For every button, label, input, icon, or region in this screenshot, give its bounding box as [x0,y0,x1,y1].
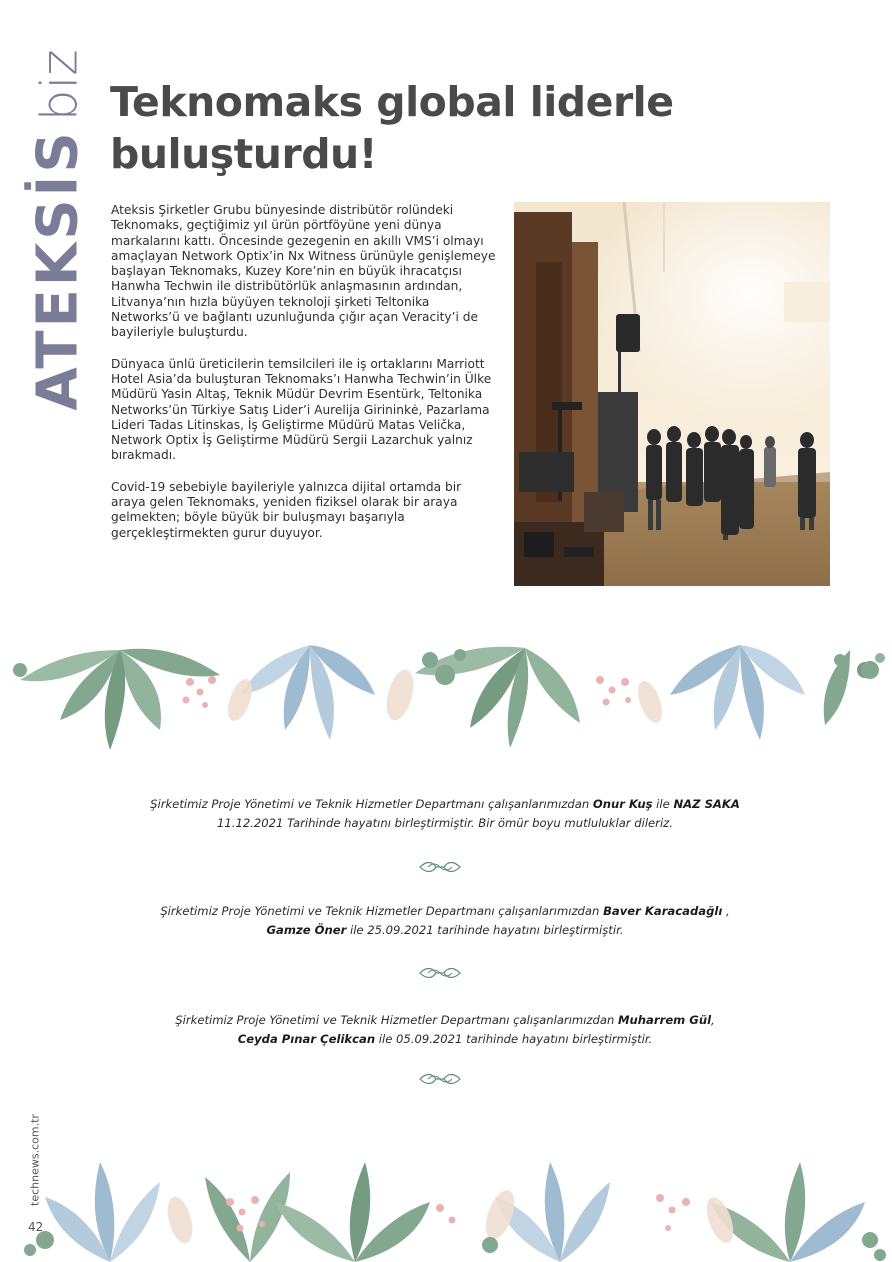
announcement-text: , [711,1013,715,1027]
announcement-text: ile 25.09.2021 tarihinde hayatını birleştirmiştir. [346,923,624,937]
article-paragraph: Ateksis Şirketler Grubu bünyesinde distribütör rolündeki Teknomaks, geçtiğimiz yıl ürün pörtföyüne yeni dünya markalarını kattı. Öncesinde gezegenin en akıllı VMS’i olmayı amaçlayan Network Optix’in Nx Witness ürünüyle genişlemeye başlayan Teknomaks, Kuzey Kore’nin en büyük ihracatçısı Hanwha Techwin ile distribütörlük anlaşmasının ardından, Litvanya’nın hızla büyüyen teknoloji şirketi Teltonika Networks’ü ve bağlantı uzunluğunda çığır açan Veracity’i de bayileriyle buluşturdu. [111,203,496,340]
website-text: technews.com.tr [28,1114,42,1206]
article-body [111,203,496,557]
article-title: Teknomaks global liderle buluşturdu! [110,78,674,178]
announcement-text: Şirketimiz Proje Yönetimi ve Teknik Hizmetler Departmanı çalışanlarımızdan [150,797,593,811]
ornament-divider [418,966,462,980]
article-paragraph: Dünyaca ünlü üreticilerin temsilcileri ile iş ortaklarını Marriott Hotel Asia’da buluşturan Teknomaks’ı Hanwha Techwin’in Ülke Müdürü Yasin Altaş, Teknik Müdür Devrim Esentürk, Teltonika Networks’ün Türkiye Satış Lider’i Aurelija Girininkė, Pazarlama Lideri Tadas Litinskas, İş Geliştirme Müdürü Matas Velička, Network Optix İş Geliştirme Müdürü Sergii Lazarchuk yalnız bırakmadı. [111,356,492,463]
event-photo [514,202,830,586]
person-name: Gamze Öner [266,923,347,937]
brand-suffix: biz [30,49,89,122]
brand-logo-vertical [25,49,91,411]
announcement-text: ile 05.09.2021 tarihinde hayatını birleştirmiştir. [375,1032,653,1046]
ornament-divider [418,1072,462,1086]
announcement-text: ile [652,797,674,811]
wedding-announcement [120,795,770,833]
floral-border-bottom [0,1150,892,1262]
announcement-text: 11.12.2021 Tarihinde hayatını birleştirmiştir. Bir ömür boyu mutluluklar dileriz. [217,816,673,830]
floral-border-top [0,640,892,750]
person-name: Onur Kuş [592,797,653,811]
announcement-text: , [722,904,730,918]
announcement-text: Şirketimiz Proje Yönetimi ve Teknik Hizmetler Departmanı çalışanlarımızdan [175,1013,619,1027]
wedding-announcement [120,1011,770,1049]
person-name: Muharrem Gül [618,1013,712,1027]
article-paragraph: Covid-19 sebebiyle bayileriyle yalnızca dijital ortamda bir araya gelen Teknomaks, yeniden fiziksel olarak bir araya gelmekten; böyle büyük bir buluşmayı başarıyla gerçekleştirmekten gurur duyuyor. [111,479,462,540]
website-url [20,1105,50,1215]
person-name: Baver Karacadağlı [603,904,723,918]
wedding-announcement [120,902,770,940]
person-name: NAZ SAKA [673,797,740,811]
announcement-text: Şirketimiz Proje Yönetimi ve Teknik Hizmetler Departmanı çalışanlarımızdan [160,904,604,918]
person-name: Ceyda Pınar Çelikcan [237,1032,376,1046]
ornament-divider [418,860,462,874]
page-number: 42 [28,1220,44,1234]
brand-name: ATEKSİS [25,129,91,411]
